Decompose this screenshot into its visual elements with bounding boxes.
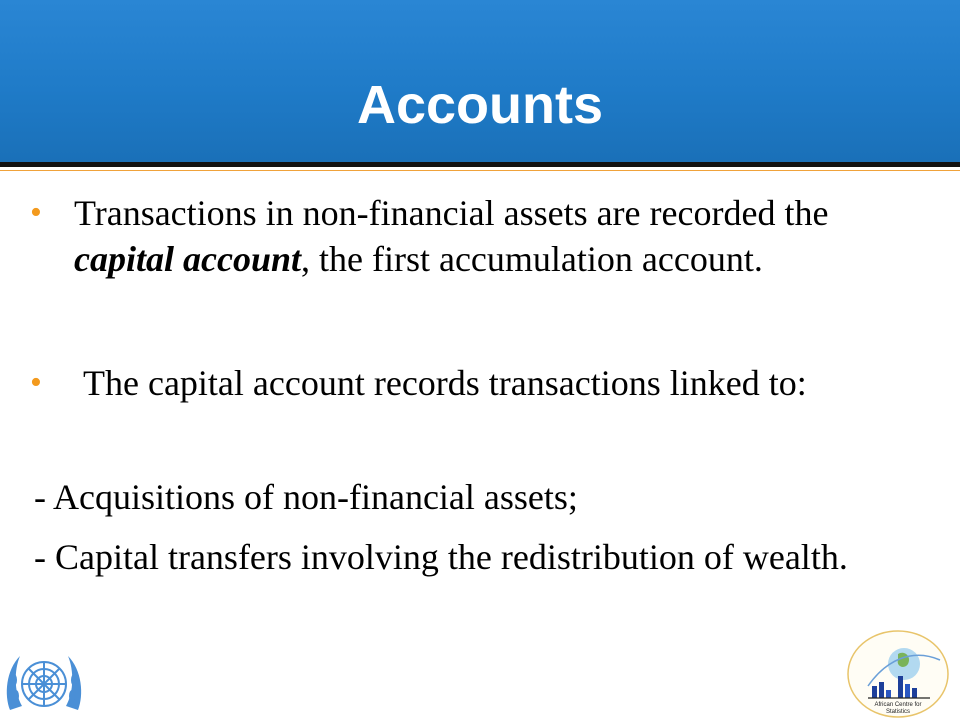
bullet1-text-start: Transactions in non-financial assets are recorded the <box>74 193 829 233</box>
slide-title: Accounts <box>356 75 604 135</box>
bullet1-text-end: , the first accumulation account. <box>301 239 763 279</box>
bullet-text-1 <box>74 190 914 282</box>
header-accent-line <box>0 170 960 171</box>
un-emblem-icon <box>0 640 88 720</box>
acs-logo-text-line1: African Centre for <box>874 702 922 708</box>
list-item-acquisitions: - Acquisitions of non-financial assets; <box>34 477 578 517</box>
acs-logo <box>846 630 950 720</box>
bullet-icon: • <box>30 194 42 231</box>
bullet-text-2: The capital account records transactions linked to: <box>74 363 807 403</box>
bullet-icon: • <box>30 364 42 401</box>
list-item-capital-transfers: - Capital transfers involving the redistribution of wealth. <box>34 537 848 577</box>
slide-header <box>0 0 960 162</box>
bullet1-emphasis: capital account <box>74 239 301 279</box>
acs-logo-text-line2: Statistics <box>885 709 910 715</box>
header-divider <box>0 162 960 167</box>
